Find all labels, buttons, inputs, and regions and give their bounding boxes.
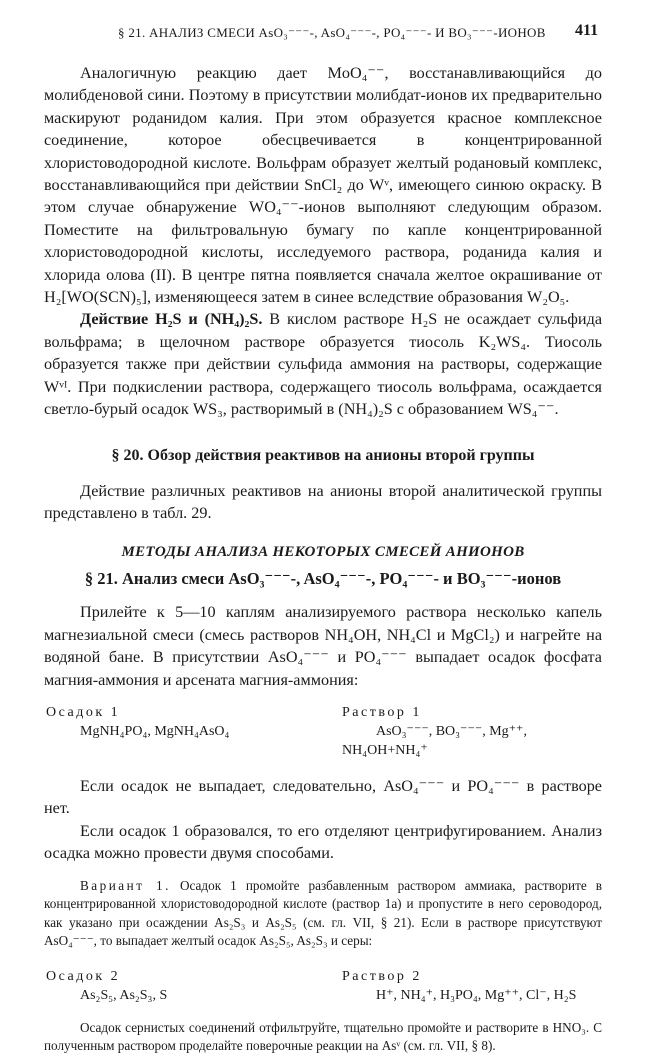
scheme-formula: NH₄OH+NH₄⁺	[342, 742, 428, 758]
paragraph-lead: Действие H₂S и (NH₄)₂S.	[80, 310, 263, 329]
paragraph-procedure: Прилейте к 5—10 каплям анализируемого раствора несколько капель магнезиальной смеси (смесь растворов NH₄OH, NH₄Cl и MgCl₂) и нагрейте на водяной бане. В присутствии AsO₄⁻⁻⁻ и PO₄⁻⁻⁻ выпадает осадок фосфата магния-аммония и арсената магния-аммония:	[44, 603, 602, 689]
running-header-title: § 21. АНАЛИЗ СМЕСИ AsO₃⁻⁻⁻-, AsO₄⁻⁻⁻-, PO₄⁻⁻⁻- И BO₃⁻⁻⁻-ИОНОВ	[118, 25, 546, 40]
paragraph-h2s-action	[44, 308, 602, 420]
variant-text: Осадок 1 промойте разбавленным раствором аммиака, растворите в концентрированной хлористоводородной кислоте (раствор 1а) и пропустите в него сероводород, как указано при осаждении As₂S₃ и As₂S₅ (см. гл. VII, § 21). Если в растворе присутствуют AsO₄⁻⁻⁻, то выпадает желтый осадок As₂S₅, As₂S₃ и серы:	[44, 877, 602, 949]
scheme-label: Осадок 2	[46, 968, 121, 984]
running-header	[0, 22, 600, 46]
page-number: 411	[575, 22, 599, 39]
scheme-label: Осадок 1	[46, 704, 121, 720]
section-20-title: § 20. Обзор действия реактивов на анионы второй группы	[111, 446, 535, 464]
scheme-1-solution	[342, 703, 527, 760]
scheme-label: Раствор 2	[342, 968, 422, 984]
paragraph-table-ref: Действие различных реактивов на анионы второй аналитической группы представлено в табл. 29.	[44, 481, 602, 522]
paragraph-text: В кислом растворе H₂S не осаждает сульфида вольфрама; в щелочном растворе образуется тиосоль K₂WS₄. Тиосоль образуется также при действии сульфида аммония на растворы, содержащие Wᵛᴵ. При подкислении раствора, содержащего тиосоль вольфрама, осаждается светло-бурый осадок WS₃, растворимый в (NH₄)₂S с образованием WS₄⁻⁻.	[44, 310, 603, 419]
paragraph-sulfide-treatment: Осадок сернистых соединений отфильтруйте, тщательно промойте и растворите в HNO₃. С полученным раствором проделайте поверочные реакции на Asᵛ (см. гл. VII, § 8).	[44, 1019, 602, 1054]
scheme-label: Раствор 1	[342, 704, 422, 720]
paragraph-variant-1	[44, 877, 602, 951]
scheme-1-precipitate	[46, 703, 229, 741]
paragraph-no-precipitate: Если осадок не выпадает, следовательно, AsO₄⁻⁻⁻ и PO₄⁻⁻⁻ в растворе нет.	[44, 776, 602, 818]
scheme-formula: AsO₃⁻⁻⁻, BO₃⁻⁻⁻, Mg⁺⁺,	[376, 723, 527, 739]
page-body	[44, 62, 602, 1056]
variant-label: Вариант 1.	[80, 877, 171, 893]
section-21-title: § 21. Анализ смеси AsO₃⁻⁻⁻-, AsO₄⁻⁻⁻-, PO₄⁻⁻⁻- и BO₃⁻⁻⁻-ионов	[84, 569, 562, 589]
separation-scheme-1	[44, 703, 602, 765]
scheme-formula: MgNH₄PO₄, MgNH₄AsO₄	[80, 723, 230, 739]
scheme-2-precipitate	[46, 967, 167, 1005]
separation-scheme-2	[44, 967, 602, 1007]
methods-heading: МЕТОДЫ АНАЛИЗА НЕКОТОРЫХ СМЕСЕЙ АНИОНОВ	[121, 544, 525, 561]
paragraph-precipitate-formed: Если осадок 1 образовался, то его отделяют центрифугированием. Анализ осадка можно провести двумя способами.	[44, 821, 602, 863]
paragraph-molybdenum: Аналогичную реакцию дает MoO₄⁻⁻, восстанавливающийся до молибденовой сини. Поэтому в присутствии молибдат-ионов их предварительно маскируют роданидом калия. При этом образуется красное комплексное соединение, которое обесцвечивается в концентрированной хлористоводородной кислоте. Вольфрам образует желтый родановый комплекс, восстанавливающийся при действии SnCl₂ до Wᵛ, имеющего синюю окраску. В этом случае обнаружение WO₄⁻⁻-ионов выполняют следующим образом. Поместите на фильтровальную бумагу по капле концентрированной хлористоводородной кислоты, исследуемого раствора, роданида калия и хлорида олова (II). В центре пятна появляется сначала желтое окрашивание от H₂[WO(SCN)₅], изменяющееся затем в синее вследствие образования W₂O₅.	[44, 64, 602, 307]
scheme-formula: As₂S₅, As₂S₃, S	[80, 987, 168, 1003]
scheme-formula: H⁺, NH₄⁺, H₃PO₄, Mg⁺⁺, Cl⁻, H₂S	[376, 987, 577, 1003]
scheme-2-solution	[342, 967, 576, 1005]
